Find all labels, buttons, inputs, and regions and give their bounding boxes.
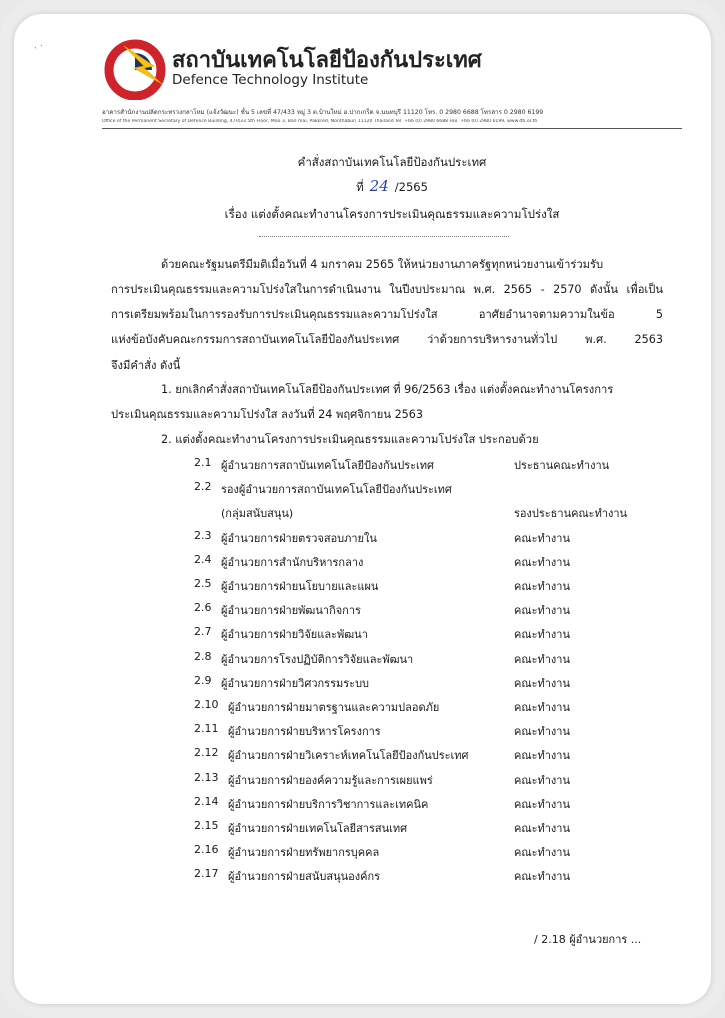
member-role: คณะทำงาน (514, 676, 570, 690)
para1-line4: แห่งข้อบังคับคณะกรรมการสถาบันเทคโนโลยีป้องกันประเทศ ว่าด้วยการบริหารงานทั่วไป พ.ศ. 2563 (111, 333, 663, 346)
member-number: 2.15 (194, 819, 219, 832)
member-role: รองประธานคณะทำงาน (514, 507, 628, 521)
member-role: คณะทำงาน (514, 773, 570, 787)
header-divider (102, 128, 682, 129)
para1-line3: การเตรียมพร้อมในการรองรับการประเมินคุณธรรมและความโปร่งใส อาศัยอำนาจตามความในข้อ 5 (111, 308, 663, 321)
member-position: ผู้อำนวยการฝ่ายบริการวิชาการและเทคนิค (228, 797, 429, 811)
order-subject: เรื่อง แต่งตั้งคณะทำงานโครงการประเมินคุณธรรมและความโปร่งใส (224, 207, 560, 221)
para1-line5: จึงมีคำสั่ง ดังนี้ (111, 359, 181, 372)
para1-line1: ด้วยคณะรัฐมนตรีมีมติเมื่อวันที่ 4 มกราคม 2565 ให้หน่วยงานภาครัฐทุกหน่วยงานเข้าร่วมรับ (161, 258, 604, 271)
member-role: ประธานคณะทำงาน (514, 459, 610, 472)
member-number: 2.3 (194, 528, 212, 542)
member-number: 2.9 (194, 673, 212, 687)
address-english: Office of the Permanent Secretary of Defence Building, 47/433 5th Floor, Moo 3, Ban mai, Pakkred, Nonthaburi 11120 Thailand Tel. +66 (0) 2980 6688 Fax. +66 (0) 2980 6199, www.dti.or.th (102, 119, 538, 124)
member-number: 2.17 (194, 867, 219, 881)
member-role: คณะทำงาน (514, 555, 570, 569)
member-number: 2.2 (194, 480, 212, 494)
member-position: ผู้อำนวยการฝ่ายทรัพยากรบุคคล (228, 846, 380, 860)
clause1-line2: ประเมินคุณธรรมและความโปร่งใส ลงวันที่ 24 พฤศจิกายน 2563 (111, 408, 424, 421)
continued-reference: / 2.18 ผู้อำนวยการ ... (534, 933, 642, 946)
member-role: คณะทำงาน (514, 531, 570, 545)
dotted-separator (259, 236, 509, 237)
clause2: 2. แต่งตั้งคณะทำงานโครงการประเมินคุณธรรมและความโปร่งใส ประกอบด้วย (161, 433, 539, 446)
member-position: ผู้อำนวยการฝ่ายตรวจสอบภายใน (221, 531, 377, 545)
document-page (14, 14, 711, 1004)
order-number-suffix: /2565 (394, 180, 428, 194)
address-thai: อาคารสำนักงานปลัดกระทรวงกลาโหม (แจ้งวัฒนะ) ชั้น 5 เลขที่ 47/433 หมู่ 3 ต.บ้านใหม่ อ.ปากเกร็ด จ.นนทบุรี 11120 โทร. 0 2980 6688 โทรสาร 0 2980 6199 (102, 109, 544, 116)
member-position: ผู้อำนวยการฝ่ายองค์ความรู้และการเผยแพร่ (228, 773, 433, 787)
member-position: ผู้อำนวยการฝ่ายวิจัยและพัฒนา (221, 628, 368, 642)
member-position: ผู้อำนวยการฝ่ายมาตรฐานและความปลอดภัย (228, 701, 440, 714)
member-number: 2.11 (194, 722, 219, 736)
member-role: คณะทำงาน (514, 628, 570, 642)
member-position: ผู้อำนวยการฝ่ายบริหารโครงการ (228, 725, 381, 739)
member-number: 2.6 (194, 601, 212, 615)
para1-line2: การประเมินคุณธรรมและความโปร่งใสในการดำเนินงาน ในปีงบประมาณ พ.ศ. 2565 - 2570 ดังนั้น เพื่อเป็น (111, 283, 663, 296)
member-role: คณะทำงาน (514, 701, 570, 714)
member-position: ผู้อำนวยการฝ่ายนโยบายและแผน (221, 580, 379, 593)
member-position: ผู้อำนวยการฝ่ายสนับสนุนองค์กร (228, 870, 381, 884)
member-role: คณะทำงาน (514, 652, 570, 666)
member-position: รองผู้อำนวยการสถาบันเทคโนโลยีป้องกันประเทศ (221, 483, 452, 497)
member-number: 2.8 (194, 649, 212, 663)
member-position: ผู้อำนวยการฝ่ายเทคโนโลยีสารสนเทศ (228, 822, 408, 835)
member-number: 2.12 (194, 746, 219, 760)
member-number: 2.14 (194, 794, 219, 808)
member-number: 2.10 (194, 698, 219, 711)
member-role: คณะทำงาน (514, 749, 570, 763)
org-name-thai: สถาบันเทคโนโลยีป้องกันประเทศ (172, 48, 482, 73)
member-role: คณะทำงาน (514, 797, 570, 811)
dti-logo-icon (104, 38, 166, 100)
order-number-handwritten: 24 (369, 177, 389, 195)
member-role: คณะทำงาน (514, 870, 570, 884)
member-number: 2.5 (194, 577, 212, 590)
order-title: คำสั่งสถาบันเทคโนโลยีป้องกันประเทศ (297, 155, 487, 169)
member-number: 2.4 (194, 552, 212, 566)
member-number: 2.7 (194, 625, 212, 639)
member-role: คณะทำงาน (514, 725, 570, 739)
order-number (102, 177, 682, 197)
member-role: คณะทำงาน (514, 604, 570, 618)
member-position: ผู้อำนวยการสถาบันเทคโนโลยีป้องกันประเทศ (221, 459, 434, 472)
member-number: 2.1 (194, 456, 212, 469)
member-position: ผู้อำนวยการโรงปฏิบัติการวิจัยและพัฒนา (221, 652, 414, 666)
member-role: คณะทำงาน (514, 846, 570, 860)
member-number: 2.16 (194, 843, 219, 857)
member-position: ผู้อำนวยการฝ่ายพัฒนากิจการ (221, 604, 361, 618)
member-number: 2.13 (194, 770, 219, 784)
member-position: ผู้อำนวยการสำนักบริหารกลาง (221, 555, 364, 569)
member-position: ผู้อำนวยการฝ่ายวิเคราะห์เทคโนโลยีป้องกันประเทศ (228, 749, 469, 763)
member-role: คณะทำงาน (514, 580, 570, 593)
org-name-english: Defence Technology Institute (172, 72, 369, 88)
member-role: คณะทำงาน (514, 822, 570, 835)
member-position: ผู้อำนวยการฝ่ายวิศวกรรมระบบ (221, 676, 370, 690)
clause1-line1: 1. ยกเลิกคำสั่งสถาบันเทคโนโลยีป้องกันประเทศ ที่ 96/2563 เรื่อง แต่งตั้งคณะทำงานโครงการ (161, 383, 614, 396)
order-number-prefix: ที่ (356, 180, 364, 194)
scan-mark: · · (32, 40, 46, 55)
member-position-note: (กลุ่มสนับสนุน) (221, 507, 294, 521)
